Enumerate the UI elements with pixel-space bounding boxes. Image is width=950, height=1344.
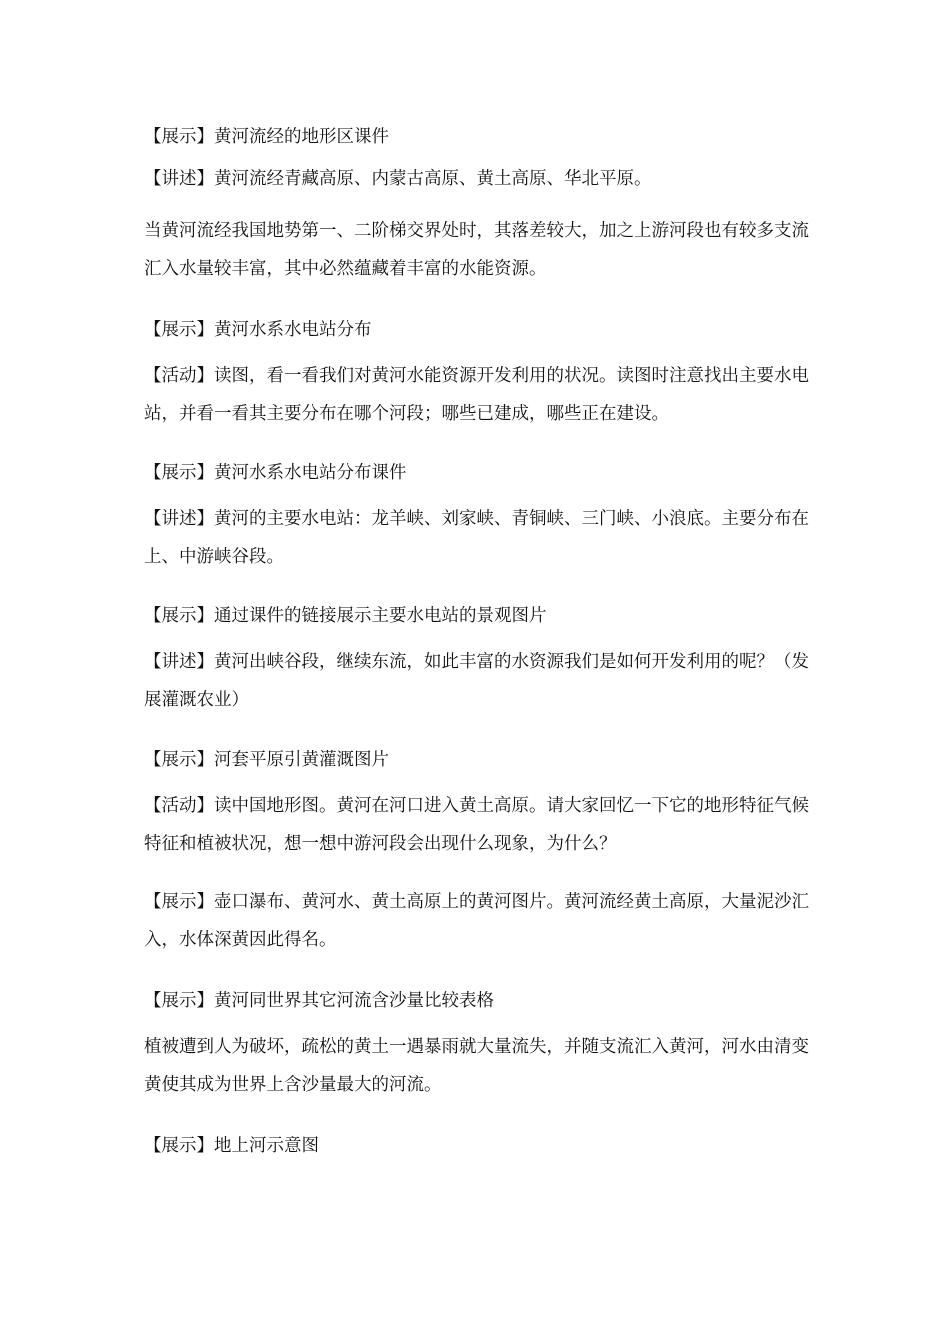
paragraph-narration-terrain-regions: 【讲述】黄河流经青藏高原、内蒙古高原、黄土高原、华北平原。: [144, 169, 652, 189]
paragraph-show-hydropower-courseware: 【展示】黄河水系水电站分布课件: [144, 463, 407, 483]
paragraph-show-station-images: 【展示】通过课件的链接展示主要水电站的景观图片: [144, 606, 547, 626]
paragraph-show-suspended-river: 【展示】地上河示意图: [144, 1136, 319, 1156]
paragraph-hydropower-resources: 当黄河流经我国地势第一、二阶梯交界处时，其落差较大，加之上游河段也有较多支流汇入水量较丰富，其中必然蕴藏着丰富的水能资源。: [144, 221, 809, 279]
paragraph-activity-read-map: 【活动】读图，看一看我们对黄河水能资源开发利用的状况。读图时注意找出主要水电站，并看一看其主要分布在哪个河段；哪些已建成，哪些正在建设。: [144, 366, 809, 424]
paragraph-vegetation-erosion: 植被遭到人为破坏，疏松的黄土一遇暴雨就大量流失，并随支流汇入黄河，河水由清变黄使其成为世界上含沙量最大的河流。: [144, 1037, 809, 1095]
paragraph-show-hukou-falls: 【展示】壶口瀑布、黄河水、黄土高原上的黄河图片。黄河流经黄土高原，大量泥沙汇入，水体深黄因此得名。: [144, 892, 809, 950]
paragraph-show-hydropower-distribution: 【展示】黄河水系水电站分布: [144, 320, 372, 340]
paragraph-narration-irrigation: 【讲述】黄河出峡谷段，继续东流，如此丰富的水资源我们是如何开发利用的呢？（发展灌溉农业）: [144, 652, 809, 710]
paragraph-show-terrain-courseware: 【展示】黄河流经的地形区课件: [144, 127, 389, 147]
paragraph-show-sediment-table: 【展示】黄河同世界其它河流含沙量比较表格: [144, 991, 494, 1011]
paragraph-narration-main-stations: 【讲述】黄河的主要水电站：龙羊峡、刘家峡、青铜峡、三门峡、小浪底。主要分布在上、中游峡谷段。: [144, 509, 809, 567]
paragraph-activity-terrain-map: 【活动】读中国地形图。黄河在河口进入黄土高原。请大家回忆一下它的地形特征气候特征和植被状况，想一想中游河段会出现什么现象，为什么？: [144, 796, 809, 854]
paragraph-show-hetao-irrigation: 【展示】河套平原引黄灌溉图片: [144, 750, 389, 770]
